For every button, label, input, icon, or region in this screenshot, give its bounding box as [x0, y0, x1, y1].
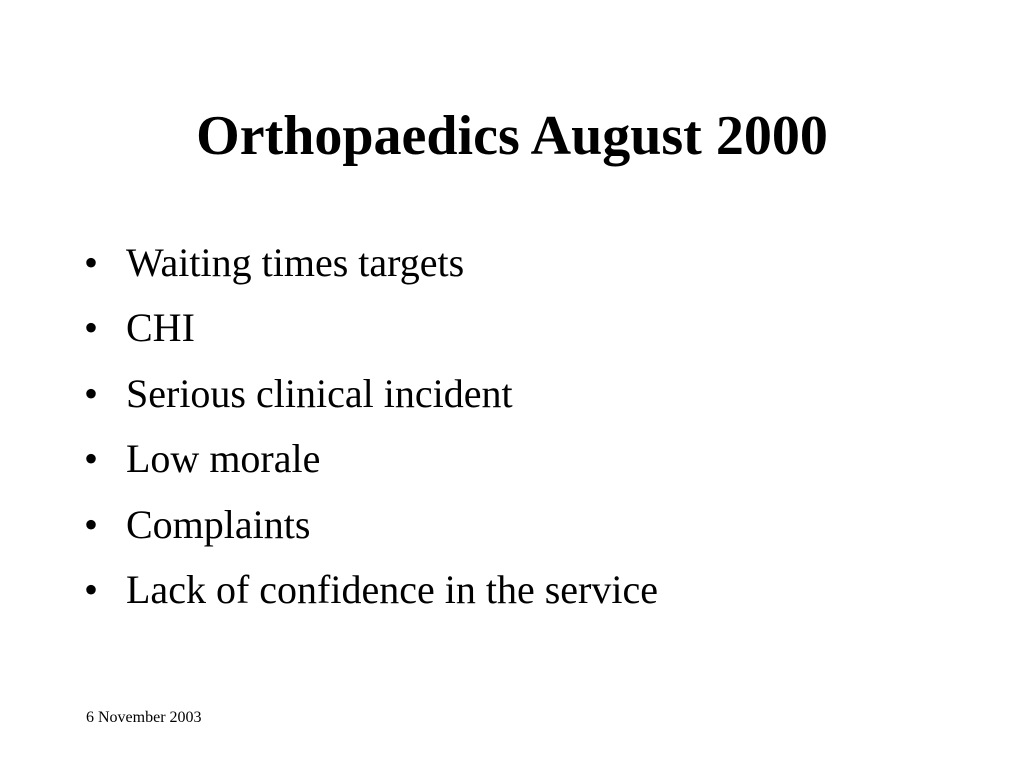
list-item [84, 230, 658, 295]
list-item [84, 557, 658, 622]
bullet-icon: • [84, 501, 99, 547]
bullet-icon: • [84, 370, 99, 416]
bullet-icon: • [84, 240, 99, 285]
list-item [84, 295, 658, 360]
bullet-icon: • [84, 305, 99, 351]
bullet-text: Lack of confidence in the service [126, 566, 658, 612]
bullet-text: Waiting times targets [126, 240, 465, 285]
list-item [84, 361, 658, 426]
bullet-text: Complaints [126, 501, 311, 547]
list-item [84, 426, 658, 491]
bullet-icon: • [84, 566, 99, 612]
bullet-text: CHI [126, 305, 195, 351]
bullet-text: Low morale [126, 436, 321, 482]
bullet-list [84, 230, 658, 622]
bullet-text: Serious clinical incident [126, 370, 513, 416]
footer-date: 6 November 2003 [86, 709, 202, 726]
slide-title: Orthopaedics August 2000 [196, 105, 828, 167]
bullet-icon: • [84, 436, 99, 482]
list-item [84, 492, 658, 557]
